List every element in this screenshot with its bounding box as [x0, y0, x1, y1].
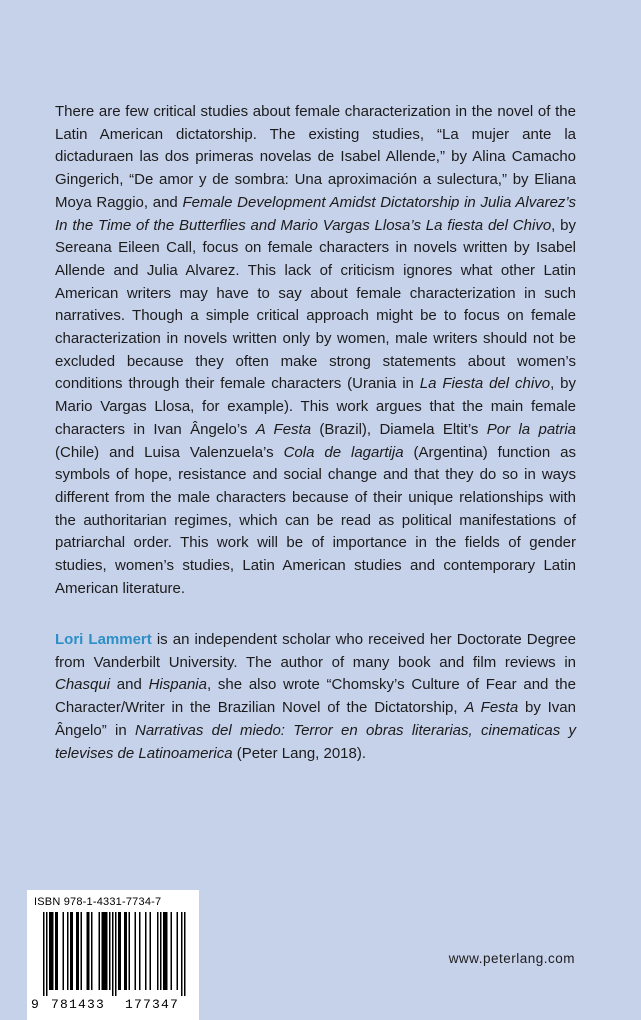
bio-text: (Peter Lang, 2018).: [232, 744, 367, 762]
barcode-bar: [52, 912, 54, 990]
barcode-bar: [49, 912, 51, 990]
publisher-website[interactable]: www.peterlang.com: [448, 951, 575, 966]
barcode-bar: [51, 912, 53, 990]
barcode-bar: [171, 912, 173, 990]
description-title-italic: A Festa: [255, 420, 312, 438]
bio-text: , she also wrote “Chomsky’s Culture of Fear and the Character/Writer in the Brazilian Novel of the Dictatorship,: [55, 676, 576, 717]
description-title-italic: Cola de lagartija: [283, 443, 404, 461]
barcode-right-digits: 177347: [125, 997, 180, 1012]
barcode-bar: [67, 912, 69, 990]
barcode-bar: [88, 912, 90, 990]
barcode-bar: [57, 912, 59, 990]
barcode-bar: [150, 912, 152, 990]
barcode-bar: [126, 912, 128, 990]
bio-title-italic: Chasqui: [55, 676, 111, 694]
barcode-bar: [43, 912, 45, 996]
description-text: There are few critical studies about female characterization in the novel of the Latin American dictatorship. The existing studies, “La mujer ante la dictaduraen las dos primeras novelas de Isabel Allende,” by Alina Camacho Gingerich, “De amor y de sombra: Una aproximación a sulectura,” by Eliana Moya Raggio, and: [55, 103, 576, 211]
barcode-bar: [157, 912, 159, 990]
description-text: (Argentina) function as symbols of hope, resistance and social change and that they do so in ways different from the male characters because of their unique relationships with the authoritarian regimes, which can be read as political manifestations of patriarchal order. This work will be of importance in the fields of gender studies, women’s studies, Latin American studies and contemporary Latin American literature.: [55, 443, 576, 597]
bio-text: is an independent scholar who received her Doctorate Degree from Vanderbilt University. The author of many book and film reviews in: [55, 631, 576, 671]
barcode-bar: [105, 912, 107, 990]
barcode-bar: [177, 912, 179, 990]
bio-title-italic: Hispania: [148, 676, 207, 694]
author-bio: [55, 629, 576, 765]
barcode-bar: [166, 912, 168, 990]
barcode-bar: [102, 912, 104, 990]
barcode-bar: [124, 912, 126, 990]
barcode-bar: [109, 912, 111, 990]
barcode-bar: [81, 912, 83, 990]
barcode-first-digit: 9: [31, 997, 39, 1012]
barcode-bar: [76, 912, 78, 990]
barcode-bar: [78, 912, 80, 990]
isbn-barcode: [27, 890, 199, 1020]
barcode-bar: [181, 912, 183, 996]
barcode-bar: [118, 912, 120, 990]
bio-title-italic: A Festa: [464, 699, 519, 717]
barcode-bar: [112, 912, 114, 996]
barcode-bar: [63, 912, 65, 990]
barcode-bar: [106, 912, 108, 990]
barcode-bar: [55, 912, 57, 990]
barcode-bar: [115, 912, 117, 996]
description-text: , by Sereana Eileen Call, focus on female characters in novels written by Isabel Allende and Julia Alvarez. This lack of criticism ignores what other Latin American writers may have to say about female characterization in such narratives. Though a simple critical approach might be to focus on female characterization in novels written only by women, male writers should not be excluded because they often make strong statements about women’s conditions through their female characters (Urania in: [55, 216, 576, 393]
book-description: [55, 101, 576, 600]
barcode-bar: [87, 912, 89, 990]
bio-text: and: [110, 676, 149, 694]
isbn-label: ISBN 978-1-4331-7734-7: [34, 896, 162, 908]
description-title-italic: Por la patria: [486, 420, 576, 438]
barcode-bar: [72, 912, 74, 990]
barcode-bars: [35, 912, 191, 996]
description-text: (Chile) and Luisa Valenzuela’s: [55, 443, 284, 461]
barcode-left-digits: 781433: [51, 997, 106, 1012]
barcode-bar: [103, 912, 105, 990]
barcode-bar: [135, 912, 137, 990]
barcode-bar: [145, 912, 147, 990]
description-paragraph: [55, 101, 576, 600]
description-text: , by Mario Vargas Llosa, for example). This work argues that the main female characters in Ivan Ângelo’s: [55, 375, 576, 438]
bio-title-italic: Narrativas del miedo: Terror en obras literarias, cinematicas y televises de Latinoamerica: [55, 721, 576, 762]
barcode-bar: [184, 912, 186, 996]
barcode-bar: [99, 912, 101, 990]
bio-paragraph: [55, 629, 576, 765]
barcode-bar: [120, 912, 122, 990]
barcode-bar: [165, 912, 167, 990]
barcode-bar: [129, 912, 131, 990]
description-title-italic: La Fiesta del chivo: [419, 375, 551, 393]
barcode-bar: [46, 912, 48, 996]
barcode-bar: [163, 912, 165, 990]
description-text: (Brazil), Diamela Eltit’s: [311, 420, 487, 438]
author-name: Lori Lammert: [55, 631, 152, 648]
bio-text: by Ivan Ângelo” in: [55, 699, 576, 739]
description-title-italic: Female Development Amidst Dictatorship in Julia Alvarez’s In the Time of the Butterflies and Mario Vargas Llosa’s La fiesta del Chivo: [55, 193, 576, 234]
barcode-bar: [91, 912, 93, 990]
barcode-bar: [70, 912, 72, 990]
barcode-bar: [160, 912, 162, 990]
barcode-bar: [139, 912, 141, 990]
